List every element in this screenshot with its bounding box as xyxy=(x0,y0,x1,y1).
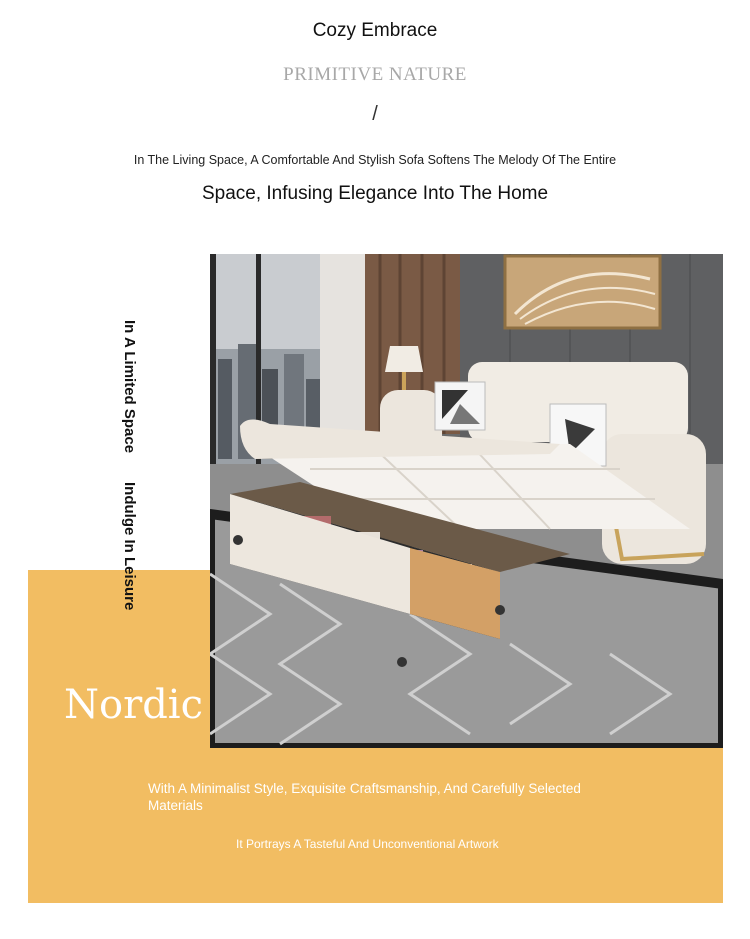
bottom-text-line-1: With A Minimalist Style, Exquisite Craftsmanship, And Carefully Selected Materials xyxy=(148,781,581,813)
description-line-1: In The Living Space, A Comfortable And Stylish Sofa Softens The Melody Of The Entire xyxy=(133,153,617,167)
description-line-2: Space, Infusing Elegance Into The Home xyxy=(201,183,549,204)
vertical-tagline-2: Indulge In Leisure xyxy=(121,482,138,611)
vertical-tagline-1: In A Limited Space xyxy=(121,320,138,454)
divider-slash: / xyxy=(372,103,378,125)
page-subtitle: PRIMITIVE NATURE xyxy=(283,64,467,85)
bottom-text-line-2: It Portrays A Tasteful And Unconventional Artwork xyxy=(236,837,499,851)
sofa-bed-photo xyxy=(210,254,723,748)
nordic-heading: Nordic xyxy=(64,682,204,728)
page-title: Cozy Embrace xyxy=(312,20,438,41)
